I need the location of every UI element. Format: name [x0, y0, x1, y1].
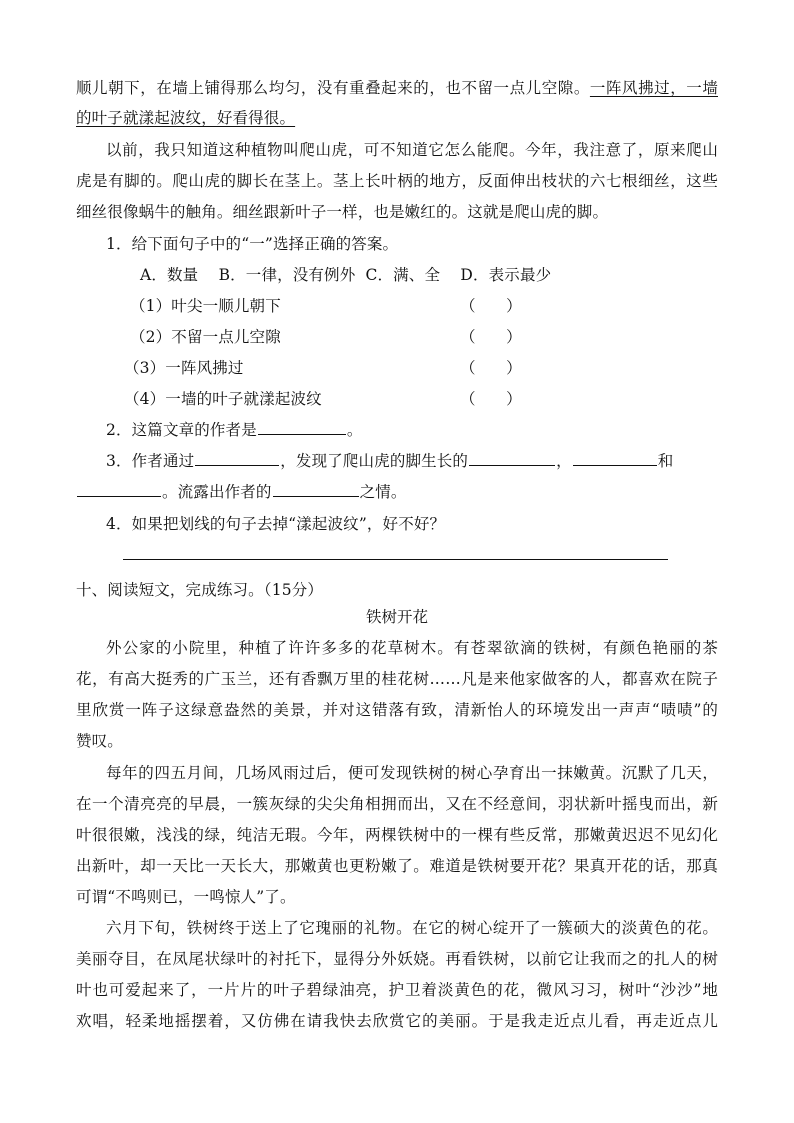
passage1-line: 以前，我只知道这种植物叫爬山虎，可不知道它怎么能爬。今年，我注意了，原来爬山 — [106, 141, 718, 159]
passage2-line: 欢唱，轻柔地摇摆着，又仿佛在请我快去欣赏它的美丽。于是我走近点儿看，再走近点儿 — [76, 1012, 718, 1030]
q2-end: 。 — [346, 421, 363, 439]
passage1-line — [76, 78, 718, 98]
q1-item — [130, 296, 550, 316]
q3-line2 — [76, 482, 718, 502]
q1-prompt: 1．给下面句子中的“一”选择正确的答案。 — [106, 235, 399, 253]
q4-answer-line[interactable] — [123, 559, 668, 560]
passage2-line: 花，有高大挺秀的广玉兰，还有香飘万里的桂花树……凡是来他家做客的人，都喜欢在院子 — [76, 670, 718, 688]
passage2-line: 叶也可爱起来了，一片片的叶子碧绿油亮，护卫着淡黄色的花，微风习习，树叶“沙沙”地 — [76, 981, 718, 999]
answer-paren[interactable]: （ ） — [460, 328, 522, 346]
q3-text: 和 — [657, 452, 674, 470]
passage2-line: 美丽夺目，在凤尾状绿叶的衬托下，显得分外妖娆。再看铁树，以前它让我而之的扎人的树 — [76, 950, 718, 968]
q3-text: 之情。 — [359, 483, 407, 501]
passage2-line: 每年的四五月间，几场风雨过后，便可发现铁树的树心孕育出一抹嫩黄。沉默了几天， — [106, 764, 718, 782]
passage1-line — [76, 108, 718, 128]
passage1-text: 顺儿朝下，在墙上铺得那么均匀，没有重叠起来的，也不留一点儿空隙。 — [76, 79, 590, 97]
q1-item-text: （3）一阵风拂过 — [124, 359, 244, 377]
answer-paren[interactable]: （ ） — [460, 297, 522, 315]
q1-item-text: （4）一墙的叶子就漾起波纹 — [124, 390, 322, 408]
passage2-line: 外公家的小院里，种植了许许多多的花草树木。有苍翠欲滴的铁树，有颜色艳丽的茶 — [106, 639, 718, 657]
q3-line1 — [106, 451, 748, 471]
q3-text: ， — [556, 452, 572, 470]
q1-options: A．数量 B．一律，没有例外 C．满、全 D．表示最少 — [140, 266, 552, 284]
underlined-sentence: 的叶子就漾起波纹，好看得很。 — [76, 109, 296, 127]
q1-item-text: （2）不留一点儿空隙 — [130, 328, 281, 346]
q4-prompt: 4．如果把划线的句子去掉“漾起波纹”，好不好？ — [106, 515, 446, 533]
q1-item — [124, 389, 550, 409]
passage2-line: 六月下旬，铁树终于送上了它瑰丽的礼物。在它的树心绽开了一簇硕大的淡黄色的花。 — [106, 919, 718, 937]
passage2-line: 在一个清亮亮的早晨，一簇灰绿的尖尖角相拥而出，又在不经意间，羽状新叶摇曳而出，新 — [76, 795, 718, 813]
q3-blank[interactable] — [273, 482, 359, 497]
q2-text: 2．这篇文章的作者是 — [106, 421, 257, 439]
q2-blank[interactable] — [258, 420, 346, 435]
article-title: 铁树开花 — [365, 608, 428, 626]
passage2-line: 赞叹。 — [76, 732, 123, 750]
answer-paren[interactable]: （ ） — [460, 390, 522, 408]
passage1-line: 细丝很像蜗牛的触角。细丝跟新叶子一样，也是嫩红的。这就是爬山虎的脚。 — [76, 203, 609, 221]
q1-item — [124, 358, 550, 378]
q1-item — [130, 327, 550, 347]
q3-blank[interactable] — [77, 482, 161, 497]
q1-item-text: （1）叶尖一顺儿朝下 — [130, 297, 281, 315]
passage2-line: 叶很很嫩，浅浅的绿，纯洁无瑕。今年，两棵铁树中的一棵有些反常，那嫩黄迟迟不见幻化 — [76, 826, 718, 844]
answer-paren[interactable]: （ ） — [460, 359, 522, 377]
q3-text: 。流露出作者的 — [162, 483, 272, 501]
q3-blank[interactable] — [573, 451, 657, 466]
section-heading: 十、阅读短文，完成练习。（15分） — [76, 581, 324, 599]
passage1-line: 虎是有脚的。爬山虎的脚长在茎上。茎上长叶柄的地方，反面伸出枝状的六七根细丝，这些 — [76, 172, 718, 190]
q3-blank[interactable] — [195, 451, 279, 466]
passage2-line: 出新叶，却一天比一天长大，那嫩黄也更粉嫩了。难道是铁树要开花？果真开花的话，那真 — [76, 857, 718, 875]
q2 — [106, 420, 748, 440]
q3-text: 3．作者通过 — [106, 452, 195, 470]
q3-text: ，发现了爬山虎的脚生长的 — [280, 452, 469, 470]
passage2-line: 可谓“不鸣则已，一鸣惊人”了。 — [76, 888, 296, 906]
underlined-sentence: 一阵风拂过，一墙 — [589, 79, 718, 97]
passage2-line: 里欣赏一阵子这绿意盎然的美景，并对这错落有致，清新怡人的环境发出一声声“啧啧”的 — [76, 701, 718, 719]
q3-blank[interactable] — [469, 451, 555, 466]
